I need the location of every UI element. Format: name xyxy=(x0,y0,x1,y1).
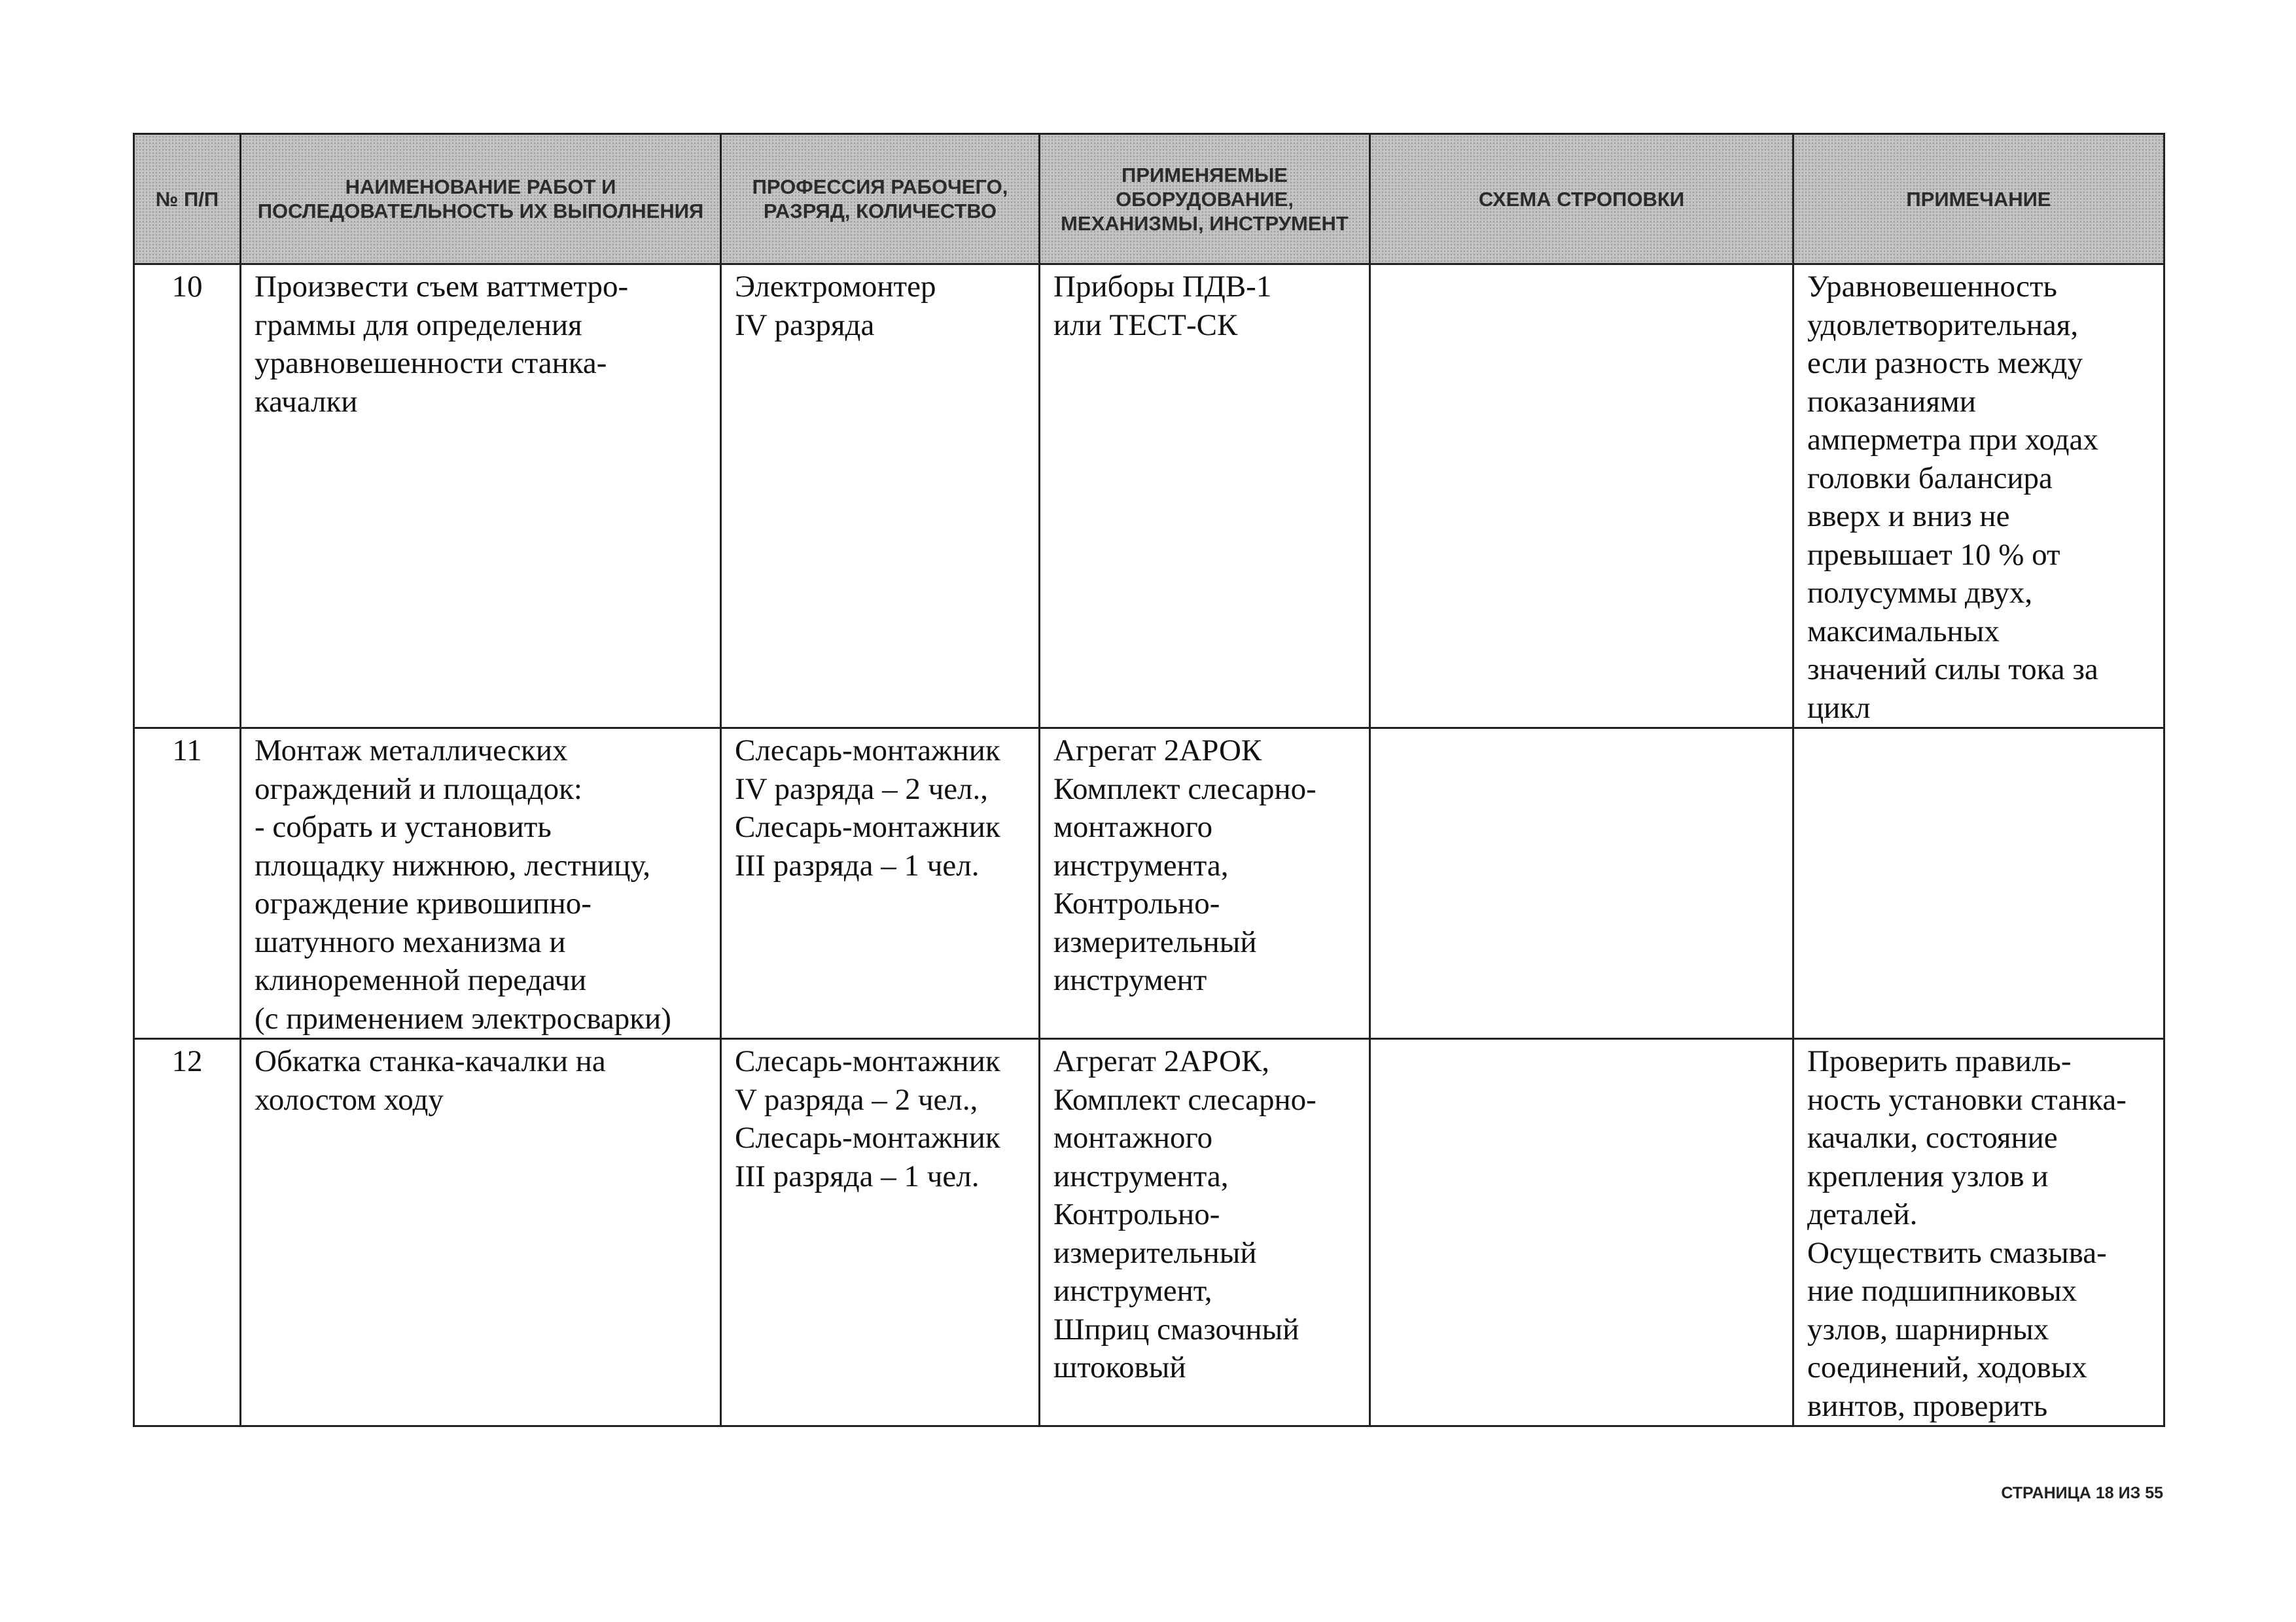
header-work-name: НАИМЕНОВАНИЕ РАБОТ И ПОСЛЕДОВАТЕЛЬНОСТЬ ИХ ВЫПОЛНЕНИЯ xyxy=(241,134,721,264)
note xyxy=(1793,728,2164,1039)
work-description: Обкатка станка-качалки на холостом ходу xyxy=(241,1039,721,1426)
equipment-list: Приборы ПДВ-1 или ТЕСТ-СК xyxy=(1040,264,1370,728)
slinging-scheme xyxy=(1370,1039,1793,1426)
note: Проверить правиль- ность установки станка- качалки, состояние крепления узлов и деталей. Осуществить смазыва- ние подшипниковых узлов, шарнирных соединений, ходовых винтов, проверить xyxy=(1793,1039,2164,1426)
note: Уравновешенность удовлетворительная, если разность между показаниями амперметра при ходах головки балансира вверх и вниз не превышает 10 % от полусуммы двух, максимальных значений силы тока за цикл xyxy=(1793,264,2164,728)
table-row xyxy=(134,1039,2164,1426)
header-worker-profession: ПРОФЕССИЯ РАБОЧЕГО, РАЗРЯД, КОЛИЧЕСТВО xyxy=(721,134,1040,264)
row-number: 10 xyxy=(134,264,241,728)
worker-profession: Электромонтер IV разряда xyxy=(721,264,1040,728)
slinging-scheme xyxy=(1370,728,1793,1039)
page-number: СТРАНИЦА 18 ИЗ 55 xyxy=(2001,1484,2163,1502)
header-equipment: ПРИМЕНЯЕМЫЕ ОБОРУДОВАНИЕ, МЕХАНИЗМЫ, ИНСТРУМЕНТ xyxy=(1040,134,1370,264)
work-description: Монтаж металлических ограждений и площадок: - собрать и установить площадку нижнюю, лестницу, ограждение кривошипно- шатунного механизма и клиноременной передачи (с применением электросварки) xyxy=(241,728,721,1039)
work-table xyxy=(133,133,2165,1427)
table-header-row xyxy=(134,134,2164,264)
worker-profession: Слесарь-монтажник V разряда – 2 чел., Слесарь-монтажник III разряда – 1 чел. xyxy=(721,1039,1040,1426)
table-row xyxy=(134,264,2164,728)
slinging-scheme xyxy=(1370,264,1793,728)
equipment-list: Агрегат 2АРОК, Комплект слесарно- монтажного инструмента, Контрольно- измерительный инструмент, Шприц смазочный штоковый xyxy=(1040,1039,1370,1426)
header-slinging-scheme: СХЕМА СТРОПОВКИ xyxy=(1370,134,1793,264)
header-number: № П/П xyxy=(134,134,241,264)
row-number: 11 xyxy=(134,728,241,1039)
header-note: ПРИМЕЧАНИЕ xyxy=(1793,134,2164,264)
table-row xyxy=(134,728,2164,1039)
equipment-list: Агрегат 2АРОК Комплект слесарно- монтажного инструмента, Контрольно- измерительный инструмент xyxy=(1040,728,1370,1039)
row-number: 12 xyxy=(134,1039,241,1426)
work-description: Произвести съем ваттметро- граммы для определения уравновешенности станка- качалки xyxy=(241,264,721,728)
worker-profession: Слесарь-монтажник IV разряда – 2 чел., Слесарь-монтажник III разряда – 1 чел. xyxy=(721,728,1040,1039)
